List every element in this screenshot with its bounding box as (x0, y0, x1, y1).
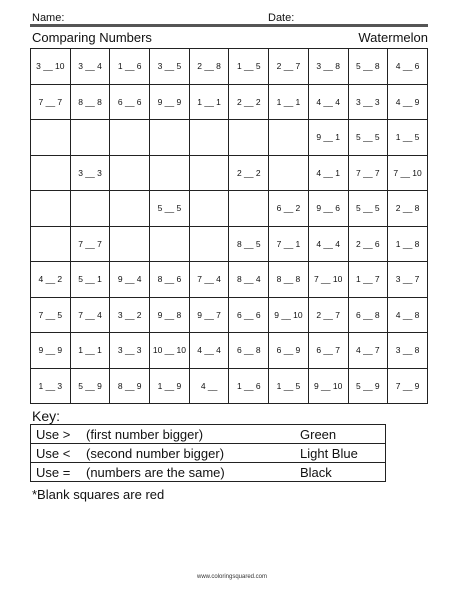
grid-cell: 5 __ 8 (348, 49, 388, 85)
grid-row (31, 120, 428, 156)
grid-cell: 2 __ 8 (189, 49, 229, 85)
grid-cell: 8 __ 5 (229, 226, 269, 262)
date-label: Date: (268, 12, 295, 24)
grid-cell: 5 __ 1 (70, 262, 110, 298)
grid-cell: 3 __ 10 (31, 49, 71, 85)
grid-cell: 1 __ 1 (70, 333, 110, 369)
grid-cell: 6 __ 8 (348, 297, 388, 333)
grid-cell: 2 __ 7 (308, 297, 348, 333)
grid-row (31, 84, 428, 120)
grid-cell (150, 120, 190, 156)
grid-cell: 2 __ 7 (269, 49, 309, 85)
grid-cell: 4 __ 9 (388, 84, 428, 120)
grid-cell (189, 155, 229, 191)
grid-cell (70, 191, 110, 227)
grid-cell: 9 __ 6 (308, 191, 348, 227)
grid-row (31, 155, 428, 191)
key-row (31, 425, 386, 444)
grid-cell: 7 __ 10 (388, 155, 428, 191)
grid-cell: 9 __ 1 (308, 120, 348, 156)
grid-cell: 7 __ 1 (269, 226, 309, 262)
grid-cell: 1 __ 5 (269, 368, 309, 404)
grid-cell: 6 __ 2 (269, 191, 309, 227)
grid-cell: 7 __ 7 (348, 155, 388, 191)
grid-row (31, 262, 428, 298)
grid-cell: 6 __ 6 (110, 84, 150, 120)
grid-cell: 3 __ 3 (110, 333, 150, 369)
grid-cell: 9 __ 7 (189, 297, 229, 333)
grid-cell: 4 __ 2 (31, 262, 71, 298)
key-meaning: (second number bigger) (81, 444, 295, 463)
grid-cell: 1 __ 1 (269, 84, 309, 120)
grid-cell: 10 __ 10 (150, 333, 190, 369)
grid-row (31, 297, 428, 333)
key-color: Black (295, 463, 386, 482)
grid-cell: 3 __ 3 (348, 84, 388, 120)
grid-row (31, 191, 428, 227)
grid-cell: 7 __ 5 (31, 297, 71, 333)
grid-cell: 9 __ 8 (150, 297, 190, 333)
grid-cell: 2 __ 2 (229, 155, 269, 191)
grid-cell: 5 __ 5 (150, 191, 190, 227)
grid-cell: 6 __ 7 (308, 333, 348, 369)
grid-cell: 5 __ 5 (348, 191, 388, 227)
puzzle-name: Watermelon (358, 30, 428, 45)
grid-cell: 1 __ 7 (348, 262, 388, 298)
grid-cell (269, 120, 309, 156)
grid-cell: 5 __ 9 (348, 368, 388, 404)
key-symbol: Use = (31, 463, 82, 482)
key-row (31, 463, 386, 482)
grid-cell: 3 __ 5 (150, 49, 190, 85)
grid-row (31, 368, 428, 404)
grid-cell: 9 __ 10 (269, 297, 309, 333)
grid-cell (110, 191, 150, 227)
grid-cell: 9 __ 10 (308, 368, 348, 404)
grid-cell (31, 226, 71, 262)
grid-cell: 3 __ 3 (70, 155, 110, 191)
grid-cell (150, 155, 190, 191)
color-key-table (30, 424, 386, 482)
grid-cell: 8 __ 6 (150, 262, 190, 298)
grid-cell: 1 __ 1 (189, 84, 229, 120)
grid-cell: 1 __ 8 (388, 226, 428, 262)
grid-cell: 8 __ 8 (70, 84, 110, 120)
comparison-grid (30, 48, 428, 404)
grid-cell: 1 __ 9 (150, 368, 190, 404)
grid-cell: 2 __ 6 (348, 226, 388, 262)
grid-cell: 7 __ 9 (388, 368, 428, 404)
grid-cell: 9 __ 9 (31, 333, 71, 369)
footer-website: www.coloringsquared.com (196, 574, 268, 580)
grid-cell (269, 155, 309, 191)
grid-row (31, 333, 428, 369)
grid-cell: 6 __ 8 (229, 333, 269, 369)
grid-cell (110, 120, 150, 156)
key-meaning: (numbers are the same) (81, 463, 295, 482)
key-color: Light Blue (295, 444, 386, 463)
grid-cell (31, 120, 71, 156)
grid-cell: 1 __ 6 (110, 49, 150, 85)
grid-cell: 4 __ 8 (388, 297, 428, 333)
grid-body (31, 49, 428, 404)
grid-cell (189, 120, 229, 156)
grid-cell: 8 __ 4 (229, 262, 269, 298)
grid-cell: 8 __ 8 (269, 262, 309, 298)
grid-cell: 4 __ 7 (348, 333, 388, 369)
grid-cell: 1 __ 5 (229, 49, 269, 85)
grid-cell (110, 155, 150, 191)
grid-cell: 7 __ 10 (308, 262, 348, 298)
grid-cell: 6 __ 9 (269, 333, 309, 369)
grid-cell: 4 __ 4 (308, 226, 348, 262)
grid-cell: 3 __ 8 (308, 49, 348, 85)
grid-cell: 4 __ (189, 368, 229, 404)
grid-cell: 3 __ 2 (110, 297, 150, 333)
grid-cell: 7 __ 7 (70, 226, 110, 262)
key-heading: Key: (32, 408, 61, 424)
grid-cell (229, 191, 269, 227)
grid-cell: 7 __ 7 (31, 84, 71, 120)
grid-cell: 1 __ 3 (31, 368, 71, 404)
grid-cell: 9 __ 9 (150, 84, 190, 120)
grid-cell: 9 __ 4 (110, 262, 150, 298)
key-symbol: Use > (31, 425, 82, 444)
key-symbol: Use < (31, 444, 82, 463)
worksheet-title: Comparing Numbers (32, 30, 152, 45)
grid-cell: 1 __ 6 (229, 368, 269, 404)
grid-cell (31, 191, 71, 227)
grid-cell: 5 __ 5 (348, 120, 388, 156)
grid-cell: 3 __ 4 (70, 49, 110, 85)
grid-cell: 3 __ 7 (388, 262, 428, 298)
grid-cell: 6 __ 6 (229, 297, 269, 333)
grid-cell (189, 191, 229, 227)
grid-cell: 5 __ 9 (70, 368, 110, 404)
grid-cell: 4 __ 4 (308, 84, 348, 120)
grid-cell: 2 __ 2 (229, 84, 269, 120)
grid-row (31, 49, 428, 85)
grid-cell: 1 __ 5 (388, 120, 428, 156)
blank-squares-note: *Blank squares are red (32, 487, 165, 502)
grid-cell (31, 155, 71, 191)
key-color: Green (295, 425, 386, 444)
grid-cell (229, 120, 269, 156)
grid-cell (70, 120, 110, 156)
grid-cell: 4 __ 1 (308, 155, 348, 191)
header-divider (30, 24, 428, 27)
name-label: Name: (32, 12, 65, 24)
grid-cell: 3 __ 8 (388, 333, 428, 369)
grid-cell (110, 226, 150, 262)
grid-cell: 7 __ 4 (189, 262, 229, 298)
grid-cell: 4 __ 6 (388, 49, 428, 85)
grid-cell: 2 __ 8 (388, 191, 428, 227)
grid-cell (189, 226, 229, 262)
grid-row (31, 226, 428, 262)
grid-cell: 4 __ 4 (189, 333, 229, 369)
key-meaning: (first number bigger) (81, 425, 295, 444)
grid-cell: 8 __ 9 (110, 368, 150, 404)
grid-cell (150, 226, 190, 262)
key-row (31, 444, 386, 463)
grid-cell: 7 __ 4 (70, 297, 110, 333)
